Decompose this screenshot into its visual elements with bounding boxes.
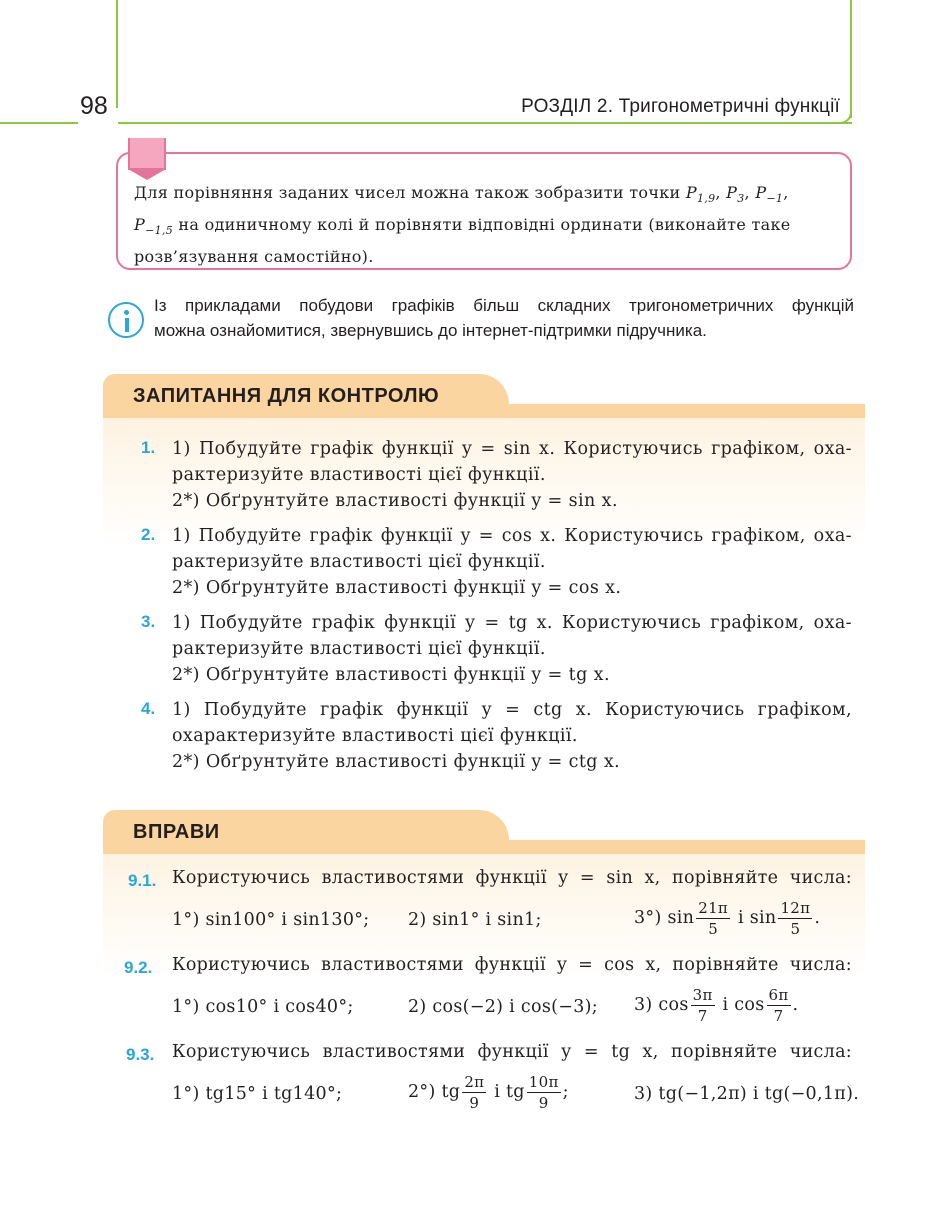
question-line: 2*) Обґрунтуйте властивості функції y = sin x. xyxy=(172,491,618,511)
exercise-task: Користуючись властивостями функції y = sin x, порівняйте числа: xyxy=(172,868,852,888)
fraction xyxy=(778,898,812,939)
bookmark-icon xyxy=(128,138,166,170)
question-line: рактеризуйте властивості цієї функції. xyxy=(172,465,546,485)
part-2: 2) sin1° і sin1; xyxy=(408,910,542,930)
denominator: 5 xyxy=(790,920,801,938)
part-end: . xyxy=(792,995,799,1015)
exercise-parts xyxy=(172,985,852,1033)
fraction xyxy=(462,1072,486,1113)
part-mid: і tg xyxy=(488,1082,525,1102)
info-icon xyxy=(108,302,144,338)
point-p-15: $P_{-1,5}$ xyxy=(134,215,173,237)
exercise-parts xyxy=(172,1072,860,1120)
exercise-parts xyxy=(172,898,852,946)
denominator: 9 xyxy=(469,1094,480,1112)
fraction xyxy=(527,1072,561,1113)
exercises-section-header xyxy=(103,810,865,854)
denominator: 7 xyxy=(773,1007,784,1025)
denominator: 7 xyxy=(697,1007,708,1025)
exercise-number: 9.3. xyxy=(126,1045,155,1064)
question-number: 4. xyxy=(141,699,156,718)
note-line2: на одиничному колі й порівняти відповідні ординати (виконайте таке xyxy=(173,215,791,234)
numerator: 2π xyxy=(464,1073,485,1091)
info-line1: Із прикладами побудови графіків більш складних тригонометричних функцій xyxy=(154,296,854,315)
question-line: 1) Побудуйте графік функції y = ctg x. Користуючись графіком, xyxy=(172,700,852,720)
numerator: 10π xyxy=(528,1073,559,1091)
question-line: 1) Побудуйте графік функції y = tg x. Користуючись графіком, оха- xyxy=(172,613,852,633)
question-line: 1) Побудуйте графік функції y = sin x. Користуючись графіком, оха- xyxy=(172,439,852,459)
part-1: 1°) sin100° і sin130°; xyxy=(172,910,370,930)
question-line: 1) Побудуйте графік функції y = cos x. Користуючись графіком, оха- xyxy=(172,526,852,546)
question-line: 2*) Обґрунтуйте властивості функції y = cos x. xyxy=(172,578,622,598)
control-section-title: ЗАПИТАННЯ ДЛЯ КОНТРОЛЮ xyxy=(133,385,440,407)
part-3 xyxy=(634,898,820,939)
fraction xyxy=(696,898,730,939)
info-text xyxy=(154,293,854,343)
question-number: 1. xyxy=(141,438,156,457)
fraction xyxy=(691,985,715,1026)
question-line: рактеризуйте властивості цієї функції. xyxy=(172,552,546,572)
exercise-task: Користуючись властивостями функції y = cos x, порівняйте числа: xyxy=(172,955,852,975)
running-title: РОЗДІЛ 2. Тригонометричні функції xyxy=(521,96,840,117)
exercises-section-title: ВПРАВИ xyxy=(133,821,220,843)
question-line: 2*) Обґрунтуйте властивості функції y = ctg x. xyxy=(172,752,621,772)
header-frame-vertical-right xyxy=(850,0,852,118)
denominator: 9 xyxy=(538,1094,549,1112)
header-frame-vertical-left xyxy=(116,0,118,108)
exercise-task: Користуючись властивостями функції y = tg x, порівняйте числа: xyxy=(172,1042,852,1062)
exercise-number: 9.1. xyxy=(128,871,157,890)
part-label: 3°) sin xyxy=(634,908,695,928)
part-mid: і sin xyxy=(732,908,777,928)
part-mid: і cos xyxy=(716,995,765,1015)
part-end: ; xyxy=(562,1082,569,1102)
control-section-header xyxy=(103,374,865,418)
part-2: 2) cos(−2) і cos(−3); xyxy=(408,997,598,1017)
part-end: . xyxy=(814,908,821,928)
fraction xyxy=(767,985,791,1026)
point-p19: $P_{1,9}$ xyxy=(685,183,716,205)
part-3: 3) tg(−1,2π) і tg(−0,1π). xyxy=(634,1084,860,1104)
note-line1: Для порівняння заданих чисел можна також зобразити точки xyxy=(134,183,686,202)
part-3 xyxy=(634,985,798,1026)
part-2 xyxy=(408,1072,569,1113)
note-line3: розв’язування самостійно). xyxy=(134,247,374,266)
numerator: 12π xyxy=(780,899,811,917)
info-line2: можна ознайомитися, звернувшись до інтернет-підтримки підручника. xyxy=(154,321,707,340)
numerator: 6π xyxy=(768,986,789,1004)
point-p3: $P_3$ xyxy=(726,183,745,205)
question-line: охарактеризуйте властивості цієї функції. xyxy=(172,726,578,746)
point-p-1: $P_{-1}$ xyxy=(755,183,784,205)
question-line: 2*) Обґрунтуйте властивості функції y = tg x. xyxy=(172,665,610,685)
question-line: рактеризуйте властивості цієї функції. xyxy=(172,639,546,659)
header-frame-horizontal xyxy=(118,122,852,124)
note-text: Для порівняння заданих чисел можна також зобразити точки $P_{1,9}$, $P_3$, $P_{-1}$, $P_{-1,5}$ на одиничному колі й порівняти відповідні ординати (виконайте таке розв’язування самостійно). xyxy=(134,183,791,266)
part-1: 1°) cos10° і cos40°; xyxy=(172,997,354,1017)
exercise-number: 9.2. xyxy=(124,958,153,977)
question-number: 3. xyxy=(141,612,156,631)
page-number: 98 xyxy=(80,92,108,120)
numerator: 3π xyxy=(692,986,713,1004)
part-label: 3) cos xyxy=(634,995,689,1015)
question-number: 2. xyxy=(141,525,156,544)
denominator: 5 xyxy=(708,920,719,938)
part-label: 2°) tg xyxy=(408,1082,461,1102)
part-1: 1°) tg15° і tg140°; xyxy=(172,1084,343,1104)
header-frame-horizontal-left xyxy=(0,122,78,124)
numerator: 21π xyxy=(698,899,729,917)
